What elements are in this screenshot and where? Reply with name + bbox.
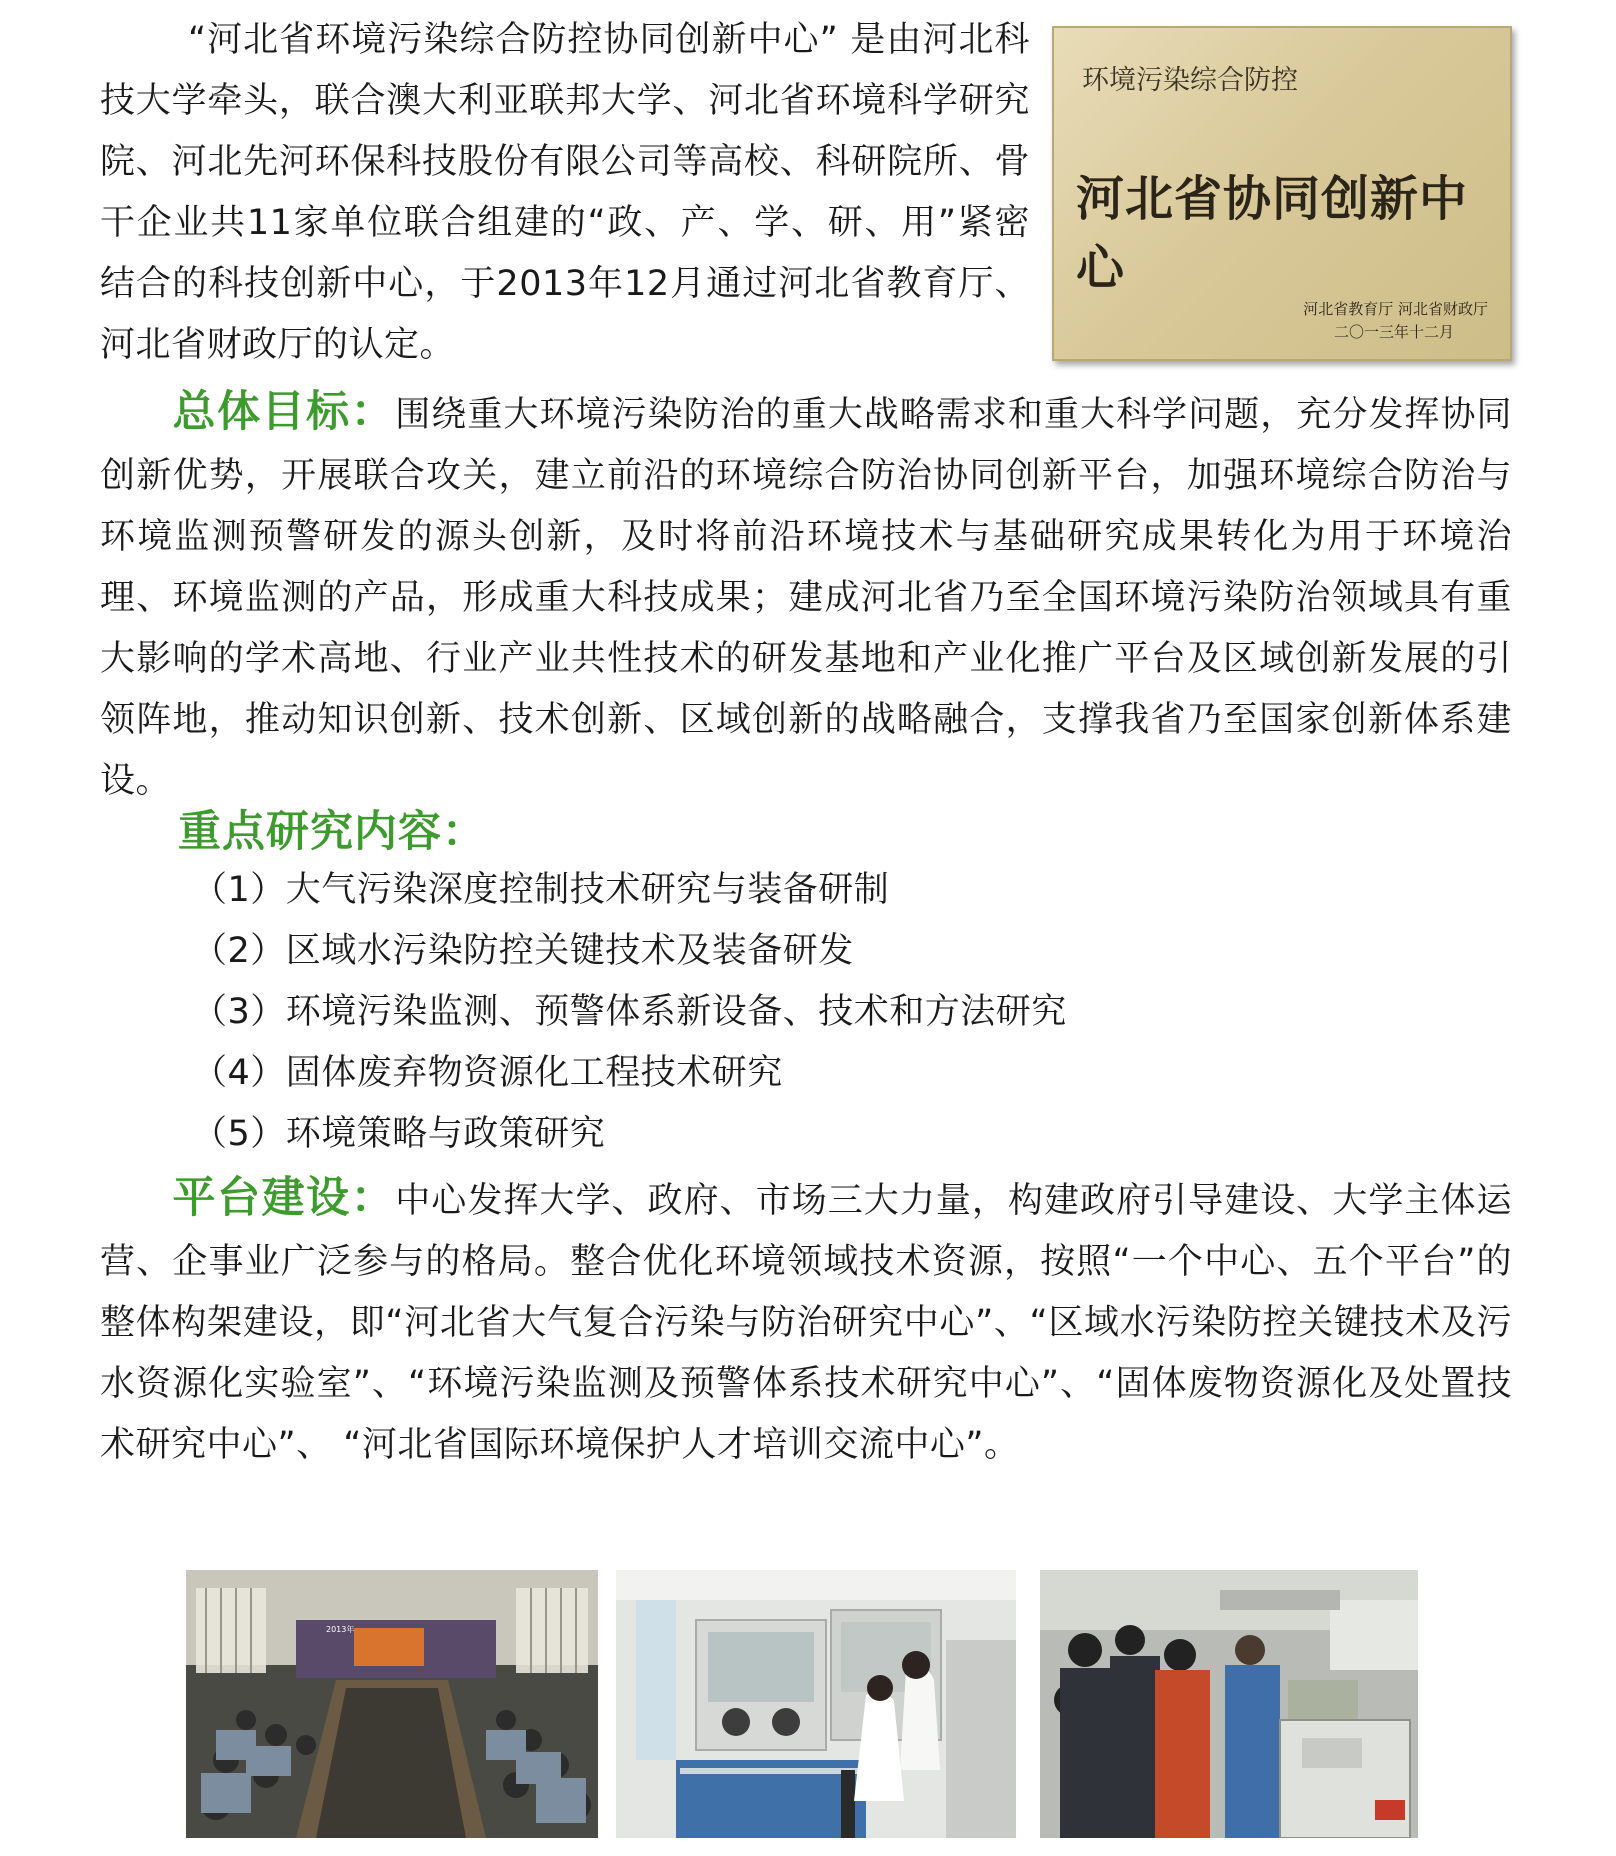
research-heading: 重点研究内容： xyxy=(178,807,486,857)
center-plaque xyxy=(1052,26,1512,361)
plaque-issuer: 河北省教育厅 河北省财政厅 xyxy=(1303,300,1488,318)
research-item: （3）环境污染监测、预警体系新设备、技术和方法研究 xyxy=(192,992,1067,1032)
goal-body: 围绕重大环境污染防治的重大战略需求和重大科学问题，充分发挥协同创新优势，开展联合攻关，建立前沿的环境综合防治协同创新平台，加强环境综合防治与环境监测预警研发的源头创新，及时将前沿环境技术与基础研究成果转化为用于环境治理、环境监测的产品，形成重大科技成果；建成河北省乃至全国环境污染防治领域具有重大影响的学术高地、行业产业共性技术的研发基地和产业化推广平台及区域创新发展的引领阵地，推动知识创新、技术创新、区域创新的战略融合，支撑我省乃至国家创新体系建设。 xyxy=(100,395,1512,801)
research-item: （1）大气污染深度控制技术研究与装备研制 xyxy=(192,870,890,910)
plaque-date: 二〇一三年十二月 xyxy=(1333,323,1454,341)
plaque-title: 河北省协同创新中心 xyxy=(1076,171,1469,296)
research-item: （4）固体废弃物资源化工程技术研究 xyxy=(192,1053,783,1093)
laboratory-image xyxy=(616,1570,1016,1838)
research-list xyxy=(192,860,1067,1165)
meeting-room-image xyxy=(186,1570,598,1838)
platform-section xyxy=(100,1168,1512,1476)
center-name-quote: “河北省环境污染综合防控协同创新中心” xyxy=(188,20,839,60)
plaque-top-line: 环境污染综合防控 xyxy=(1082,65,1298,96)
research-item: （5）环境策略与政策研究 xyxy=(192,1114,606,1154)
instrument-demo-photo xyxy=(1040,1570,1418,1838)
screen-caption: 2013年 xyxy=(326,1625,355,1634)
intro-body: 是由河北科技大学牵头，联合澳大利亚联邦大学、河北省环境科学研究院、河北先河环保科技股份有限公司等高校、科研院所、骨干企业共11家单位联合组建的“政、产、学、研、用”紧密结合的科技创新中心，于2013年12月通过河北省教育厅、河北省财政厅的认定。 xyxy=(100,20,1030,365)
research-item: （2）区域水污染防控关键技术及装备研发 xyxy=(192,931,854,971)
platform-body: 中心发挥大学、政府、市场三大力量，构建政府引导建设、大学主体运营、企事业广泛参与的格局。整合优化环境领域技术资源，按照“一个中心、五个平台”的整体构架建设，即“河北省大气复合污染与防治研究中心”、“区域水污染防控关键技术及污水资源化实验室”、“环境污染监测及预警体系技术研究中心”、“固体废物资源化及处置技术研究中心”、 “河北省国际环境保护人才培训交流中心”。 xyxy=(100,1181,1512,1465)
laboratory-photo xyxy=(616,1570,1016,1838)
meeting-room-photo xyxy=(186,1570,598,1838)
platform-heading: 平台建设： xyxy=(172,1173,396,1223)
intro-paragraph xyxy=(100,10,1030,376)
goal-section xyxy=(100,382,1512,812)
goal-heading: 总体目标： xyxy=(172,387,396,437)
instrument-demo-image xyxy=(1040,1570,1418,1838)
